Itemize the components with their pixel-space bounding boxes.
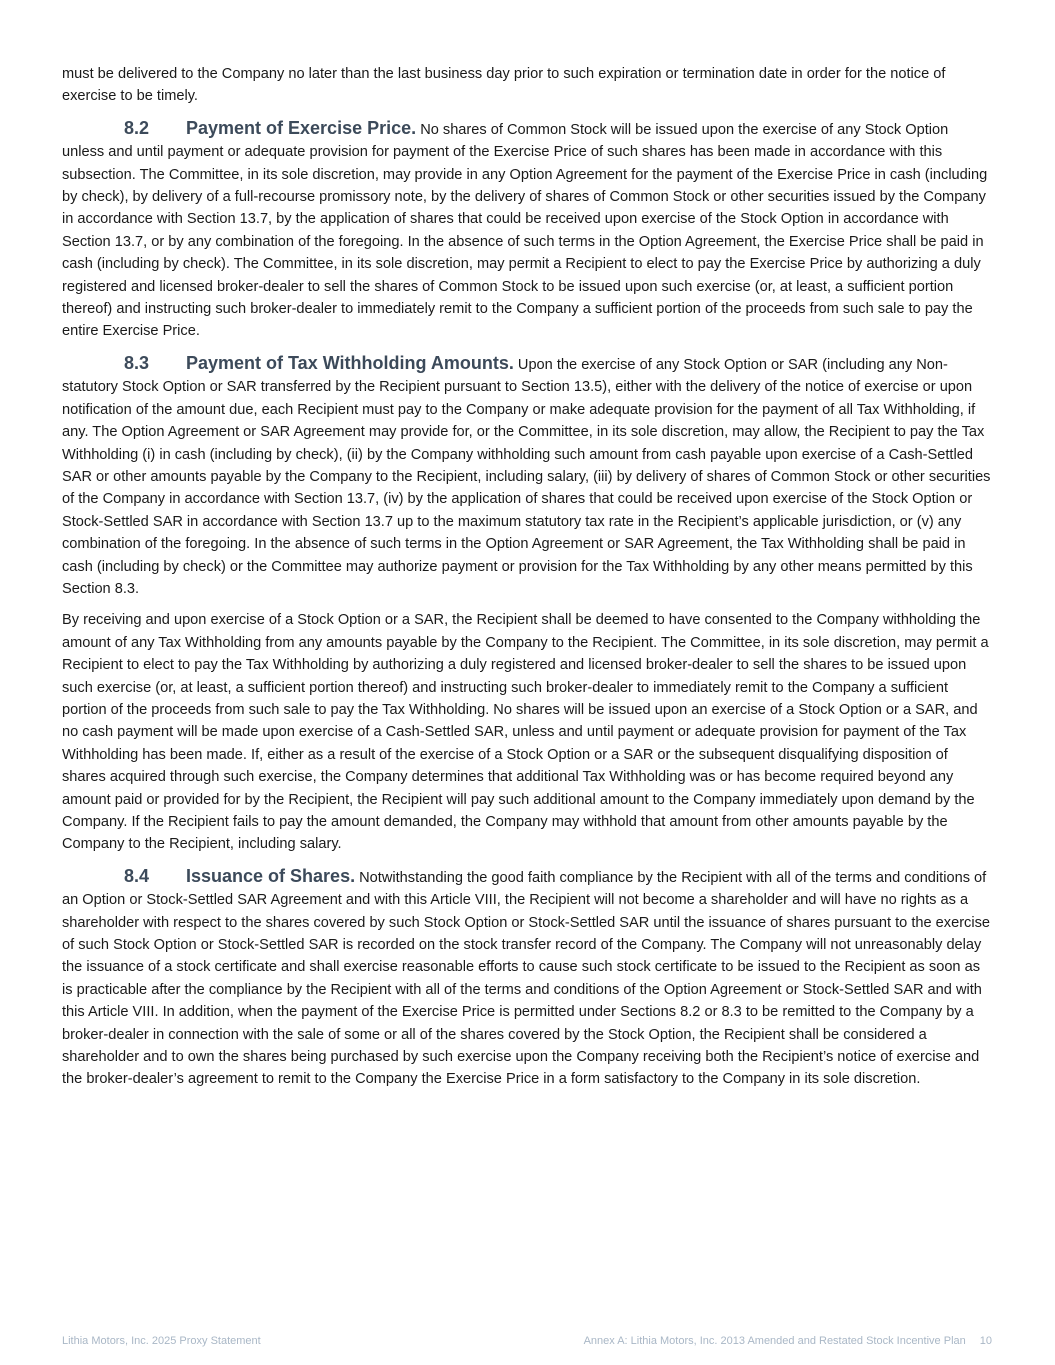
section-number: 8.4 <box>124 865 150 886</box>
section-heading: Issuance of Shares. <box>186 865 356 886</box>
footer-annex <box>584 1335 992 1347</box>
footer-document-title: Lithia Motors, Inc. 2025 Proxy Statement <box>62 1335 261 1347</box>
intro-paragraph: must be delivered to the Company no later than the last business day prior to such expiration or termination date in order for the notice of exercise to be timely. <box>62 66 946 105</box>
footer-annex-title: Annex A: Lithia Motors, Inc. 2013 Amended and Restated Stock Incentive Plan <box>583 1335 966 1347</box>
section-number: 8.2 <box>124 117 150 138</box>
section-8-4 <box>62 865 992 1091</box>
section-8-3 <box>62 352 992 600</box>
section-body: Notwithstanding the good faith compliance by the Recipient with all of the terms and conditions of an Option or Stock-Settled SAR Agreement and with this Article VIII, the Recipient will not become a shareholder and will have no rights as a shareholder with respect to the shares covered by such Stock Option or Stock-Settled SAR until the issuance of shares pursuant to the exercise of such Stock Option or Stock-Settled SAR is recorded on the stock transfer record of the Company. The Company will not unreasonably delay the issuance of a stock certificate and shall exercise reasonable efforts to cause such stock certificate to be issued to the Recipient as soon as is practicable after the compliance by the Recipient with all of the terms and conditions of the Option Agreement or Stock-Settled SAR and with this Article VIII. In addition, when the payment of the Exercise Price is permitted under Sections 8.2 or 8.3 to be remitted to the Company by a broker-dealer in connection with the sale of some or all of the shares covered by the Stock Option, the Recipient shall be considered a shareholder and to own the shares being purchased by such exercise upon the Company receiving both the Recipient’s notice of exercise and the broker-dealer’s agreement to remit to the Company the Exercise Price in a form satisfactory to the Company in its sole discretion. <box>62 869 990 1088</box>
page-number: 10 <box>979 1335 992 1347</box>
section-body: No shares of Common Stock will be issued upon the exercise of any Stock Option unless and until payment or adequate provision for payment of the Exercise Price of such shares has been made in accordance with this subsection. The Committee, in its sole discretion, may provide in any Option Agreement for the payment of the Exercise Price in cash (including by check), by delivery of a full-recourse promissory note, by the delivery of shares of Common Stock or other securities issued by the Company in accordance with Section 13.7, by the application of shares that could be received upon exercise of the Stock Option in accordance with Section 13.7, or by any combination of the foregoing. In the absence of such terms in the Option Agreement, the Exercise Price shall be paid in cash (including by check). The Committee, in its sole discretion, may permit a Recipient to elect to pay the Exercise Price by authorizing a duly registered and licensed broker-dealer to sell the shares of Common Stock to be issued upon such exercise (or, at least, a sufficient portion thereof) and instructing such broker-dealer to immediately remit to the Company a sufficient portion of the proceeds from such sale to pay the entire Exercise Price. <box>62 121 988 340</box>
section-heading: Payment of Tax Withholding Amounts. <box>186 352 514 373</box>
document-page <box>62 63 992 1100</box>
section-body: Upon the exercise of any Stock Option or SAR (including any Non-statutory Stock Option or SAR transferred by the Recipient pursuant to Section 13.5), either with the delivery of the notice of exercise or upon notification of the amount due, each Recipient must pay to the Company or make adequate provision for the payment of all Tax Withholding, if any. The Option Agreement or SAR Agreement may provide for, or the Committee, in its sole discretion, may allow, the Recipient to pay the Tax Withholding (i) in cash (including by check), (ii) by the Company withholding such amount from cash payable upon exercise of a Cash-Settled SAR or other amounts payable by the Company to the Recipient, including salary, (iii) by delivery of shares of Common Stock or other securities of the Company in accordance with Section 13.7, (iv) by the application of shares that could be received upon exercise of the Stock Option or Stock-Settled SAR in accordance with Section 13.7 up to the maximum statutory tax rate in the Recipient’s applicable jurisdiction, or (v) any combination of the foregoing. In the absence of such terms in the Option Agreement or SAR Agreement, the Tax Withholding shall be paid in cash (including by check) or the Committee may authorize payment or provision for the Tax Withholding by any other means permitted by this Section 8.3. <box>62 356 991 597</box>
section-heading: Payment of Exercise Price. <box>186 117 417 138</box>
section-8-2 <box>62 117 992 343</box>
section-number: 8.3 <box>124 352 150 373</box>
section-8-3-continuation: By receiving and upon exercise of a Stock Option or a SAR, the Recipient shall be deemed to have consented to the Company withholding the amount of any Tax Withholding from any amounts payable by the Company to the Recipient. The Committee, in its sole discretion, may permit a Recipient to elect to pay the Tax Withholding by authorizing a duly registered and licensed broker-dealer to sell the shares to be issued upon such exercise (or, at least, a sufficient portion thereof) and instructing such broker-dealer to immediately remit to the Company a sufficient portion of the proceeds from such sale to pay the Tax Withholding. No shares will be issued upon an exercise of a Stock Option or a SAR, and no cash payment will be made upon exercise of a Cash-Settled SAR, unless and until payment or adequate provision for payment of the Tax Withholding has been made. If, either as a result of the exercise of a Stock Option or a SAR or the subsequent disqualifying disposition of shares acquired through such exercise, the Company determines that additional Tax Withholding was or has become required beyond any amount paid or provided for by the Recipient, the Recipient will pay such additional amount to the Company immediately upon demand by the Company. If the Recipient fails to pay the amount demanded, the Company may withhold that amount from other amounts payable by the Company to the Recipient, including salary. <box>62 612 989 853</box>
